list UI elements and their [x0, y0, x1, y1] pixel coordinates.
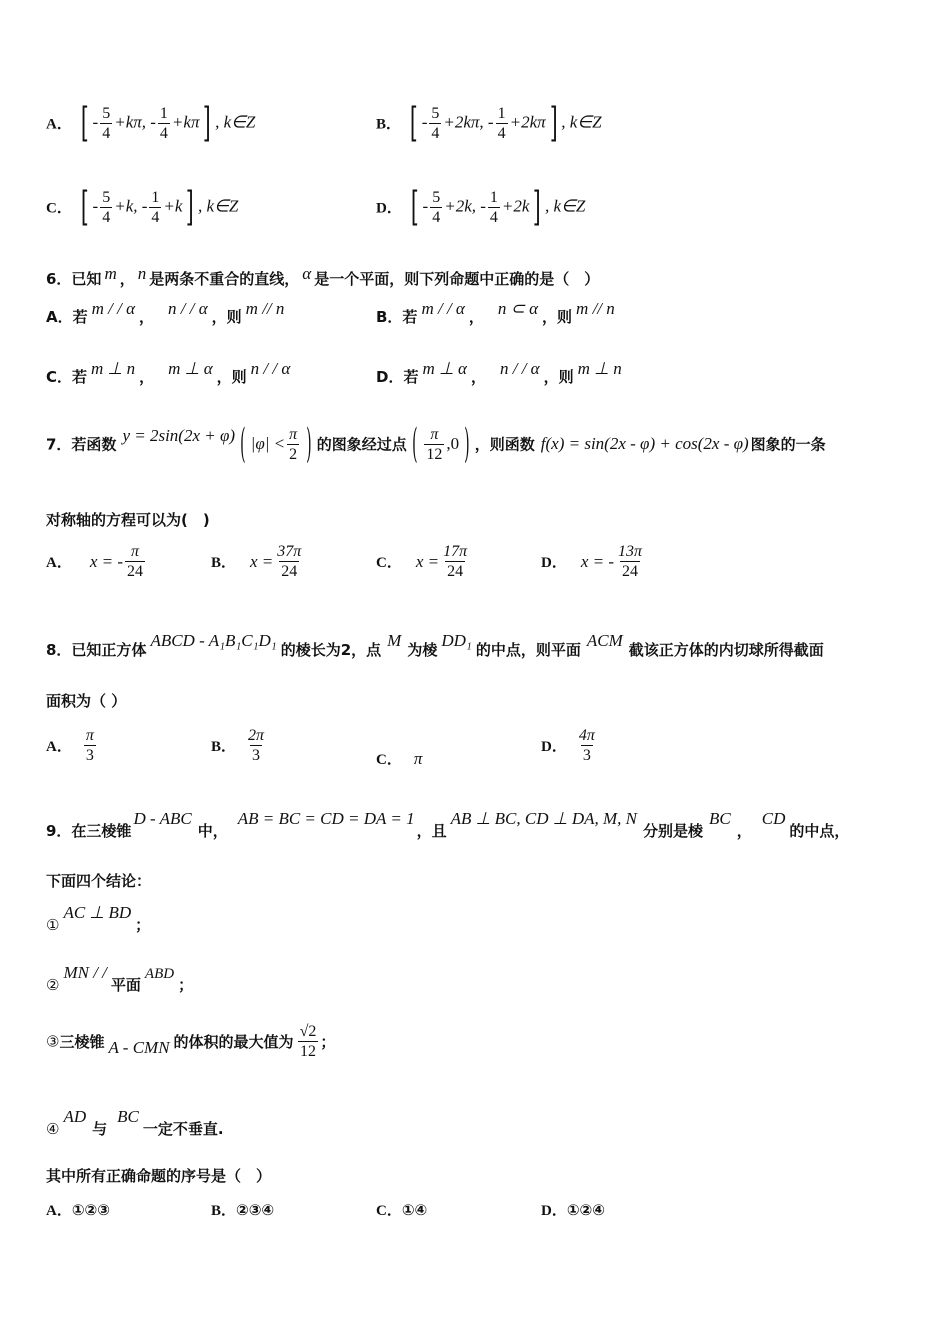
question-text: ，则	[216, 368, 247, 386]
paren-right: )	[306, 421, 312, 467]
math-expr: AD	[63, 1107, 87, 1126]
option-value: ①④	[401, 1201, 428, 1219]
fraction	[430, 188, 442, 227]
question-text: 7．若函数	[46, 435, 117, 454]
fraction	[424, 425, 444, 464]
question-text: 的图象经过点	[316, 435, 407, 454]
math-text: ,0	[446, 434, 460, 453]
option-label: C．	[46, 200, 72, 217]
option-label: A．	[46, 1203, 72, 1219]
math-text: +kπ	[171, 112, 200, 132]
math-expr: m ⊥ n	[577, 359, 622, 378]
math-expr: AC ⊥ BD	[63, 903, 132, 922]
fraction	[488, 188, 500, 227]
option-label: C．	[376, 752, 402, 768]
math-expr: m ⊥ α	[168, 359, 213, 378]
math-expr: y = 2sin(2x + φ)	[122, 426, 236, 445]
denominator: 4	[159, 124, 168, 142]
math-expr: CD	[761, 809, 786, 828]
math-text: , k∈Z	[545, 196, 586, 216]
math-expr: BC	[117, 1107, 139, 1126]
numerator: 1	[497, 104, 506, 122]
math-text: x =	[415, 551, 440, 571]
q5-option-a	[46, 100, 256, 146]
math-text: +k, -	[114, 196, 148, 216]
q7-option-a	[46, 542, 147, 581]
paren-left: (	[240, 421, 246, 467]
fraction	[125, 542, 145, 581]
math-text: +2k, -	[444, 196, 486, 216]
math-expr: m / / α	[91, 299, 136, 318]
math-expr: f(x) = sin(2x - φ) + cos(2x - φ)	[540, 434, 749, 453]
bracket-left: [	[80, 184, 89, 230]
math-expr: AB = BC = CD = DA = 1	[237, 809, 415, 828]
q9-conclusion-1	[46, 902, 151, 934]
bracket-left: [	[410, 100, 418, 146]
numerator: 13π	[618, 543, 643, 560]
question-text: 中，	[197, 822, 228, 840]
option-label: D．	[541, 739, 567, 755]
q9-option-d	[541, 1199, 605, 1220]
denominator: 3	[582, 747, 591, 764]
denominator: 24	[622, 563, 639, 580]
question-text: 的中点，	[789, 822, 850, 840]
option-label: D．	[541, 555, 567, 571]
math-expr: |φ| <	[250, 434, 286, 453]
q9-option-b	[211, 1199, 274, 1220]
option-label: B．	[376, 116, 402, 133]
math-expr: MN / /	[63, 963, 107, 982]
math-text: +2kπ, -	[443, 112, 494, 132]
q9-conclusion-2	[46, 962, 194, 994]
question-text: ，且	[416, 822, 447, 840]
question-text: 面积为（ ）	[46, 692, 127, 710]
q8-stem-line1	[46, 630, 824, 659]
math-text: -	[92, 112, 99, 132]
math-expr: n / / α	[499, 359, 540, 378]
option-label: C．	[376, 1203, 402, 1219]
denominator: 3	[85, 747, 94, 764]
math-var: n	[137, 264, 147, 283]
fraction	[158, 104, 170, 143]
option-label: A．	[46, 555, 72, 571]
option-label: B．	[211, 1203, 237, 1219]
math-text: , k∈Z	[215, 112, 256, 132]
fraction	[246, 726, 266, 765]
question-text: 与	[92, 1120, 108, 1138]
numerator: 5	[432, 188, 441, 206]
denominator: 24	[447, 563, 464, 580]
fraction	[441, 542, 469, 581]
q8-option-c	[376, 748, 422, 769]
math-text: x = -	[580, 551, 615, 571]
option-label: D．	[541, 1203, 567, 1219]
math-text: x =	[250, 551, 274, 571]
math-expr: m // n	[576, 299, 615, 318]
math-expr: m ⊥ n	[91, 359, 136, 378]
denominator: 3	[252, 747, 261, 764]
q9-option-c	[376, 1199, 427, 1220]
q9-option-a	[46, 1199, 110, 1220]
question-text: 为棱	[407, 641, 438, 659]
question-text: 8．已知正方体	[46, 641, 147, 659]
math-var: m	[104, 264, 117, 283]
option-label: A．若	[46, 308, 88, 326]
numerator: π	[289, 425, 298, 443]
punct: ；	[320, 1033, 336, 1051]
circled-number: ④	[46, 1120, 60, 1138]
numerator: 5	[102, 188, 111, 206]
circled-number: ③	[46, 1032, 60, 1051]
math-expr: n / / α	[250, 359, 291, 378]
numerator: 1	[159, 104, 168, 122]
fraction	[100, 104, 112, 143]
question-text: ，则	[211, 308, 242, 326]
q7-option-d	[541, 542, 646, 581]
bracket-left: [	[410, 184, 419, 230]
numerator: √2	[299, 1023, 317, 1040]
option-value: ①②③	[71, 1201, 110, 1219]
option-label: C．	[376, 555, 402, 571]
numerator: 5	[431, 104, 440, 122]
punct: ；	[178, 976, 194, 994]
numerator: π	[430, 425, 439, 443]
math-expr: n ⊂ α	[497, 299, 539, 318]
option-label: B．若	[376, 308, 418, 326]
q6-option-c	[46, 359, 294, 387]
q5-option-d	[376, 184, 586, 230]
math-text: , k∈Z	[561, 112, 602, 132]
bracket-right: ]	[533, 184, 542, 230]
q9-stem-line2	[46, 870, 151, 891]
math-expr: DD₁	[441, 631, 472, 650]
fraction	[149, 188, 161, 227]
math-text: -	[92, 196, 99, 216]
paren-left: (	[411, 421, 418, 467]
denominator: 4	[431, 124, 440, 142]
math-expr: ABD	[144, 966, 175, 982]
question-text: 截该正方体的内切球所得截面	[628, 641, 824, 659]
math-text: -	[422, 196, 429, 216]
numerator: 4π	[578, 727, 595, 744]
math-expr: m ⊥ α	[422, 359, 467, 378]
option-label: D．若	[376, 368, 419, 386]
numerator: π	[85, 727, 94, 744]
denominator: 4	[489, 208, 498, 226]
math-text: -	[421, 112, 428, 132]
math-expr: BC	[709, 809, 731, 828]
question-text: 分别是棱	[642, 822, 703, 840]
question-text: ，则	[543, 368, 574, 386]
denominator: 24	[127, 563, 144, 580]
punct: ，	[139, 308, 155, 326]
math-expr: m / / α	[421, 299, 465, 318]
numerator: 1	[489, 188, 498, 206]
question-text: ，	[119, 270, 135, 288]
math-text: +kπ, -	[114, 112, 156, 132]
denominator: 4	[151, 208, 160, 226]
denominator: 24	[281, 563, 298, 580]
question-text: 对称轴的方程可以为( )	[46, 511, 210, 529]
math-var: α	[302, 264, 312, 283]
question-text: 一定不垂直.	[142, 1120, 224, 1138]
punct: ，	[470, 368, 486, 386]
option-label: B．	[211, 739, 237, 755]
bracket-right: ]	[203, 100, 212, 146]
math-expr: ACM	[586, 631, 623, 650]
denominator: 12	[426, 445, 443, 463]
math-var: π	[413, 749, 423, 768]
question-text: 是两条不重合的直线，	[149, 270, 300, 288]
math-text: , k∈Z	[198, 196, 239, 216]
q8-option-b	[211, 726, 268, 765]
q8-stem-line2	[46, 690, 126, 711]
q9-conclusion-4	[46, 1106, 224, 1138]
q6-option-d	[376, 359, 626, 387]
question-text: ，则	[542, 308, 573, 326]
circled-number: ②	[46, 976, 60, 994]
option-value: ②③④	[236, 1201, 275, 1219]
q7-option-b	[211, 542, 305, 581]
question-text: 下面四个结论：	[46, 872, 152, 890]
q6-option-a	[46, 299, 288, 327]
bracket-right: ]	[186, 184, 195, 230]
fraction	[84, 726, 96, 765]
q9-conclusion-3	[46, 1022, 335, 1061]
q9-prompt	[46, 1165, 271, 1186]
q7-stem-line2	[46, 509, 210, 530]
numerator: 37π	[277, 543, 302, 560]
question-text: 平面	[110, 976, 141, 994]
q7-option-c	[376, 542, 471, 581]
math-expr: A - CMN	[108, 1037, 170, 1057]
option-label: D．	[376, 200, 402, 217]
question-text: 的中点，则平面	[475, 641, 581, 659]
option-value: ①②④	[566, 1201, 605, 1219]
numerator: 1	[151, 188, 160, 206]
question-text: 图象的一条	[750, 435, 826, 454]
circled-number: ①	[46, 916, 60, 934]
bracket-left: [	[80, 100, 89, 146]
numerator: π	[131, 543, 140, 560]
question-text: 的体积的最大值为	[173, 1033, 294, 1051]
fraction	[429, 104, 441, 143]
q6-option-b	[376, 299, 619, 327]
math-expr: m // n	[245, 299, 285, 318]
denominator: 4	[102, 208, 111, 226]
question-text: 9．在三棱锥	[46, 822, 132, 840]
numerator: 2π	[248, 727, 265, 744]
math-expr: AB ⊥ BC, CD ⊥ DA, M, N	[450, 809, 637, 828]
question-text: 三棱锥	[59, 1033, 105, 1051]
paren-right: )	[464, 421, 470, 467]
denominator: 4	[432, 208, 441, 226]
math-text: +k	[163, 196, 183, 216]
fraction	[287, 425, 299, 464]
q6-stem	[46, 264, 600, 289]
question-text: ，则函数	[474, 435, 535, 454]
denominator: 12	[299, 1043, 316, 1060]
option-label: C．若	[46, 368, 88, 386]
fraction	[616, 542, 644, 581]
math-expr: ABCD - A₁B₁C₁D₁	[150, 631, 277, 650]
q9-stem-line1	[46, 808, 850, 840]
option-label: B．	[211, 555, 237, 571]
fraction	[496, 104, 508, 143]
question-text: 其中所有正确命题的序号是（ ）	[46, 1167, 272, 1185]
q8-option-a	[46, 726, 98, 765]
math-expr: D - ABC	[133, 809, 192, 828]
q8-option-d	[541, 726, 599, 765]
denominator: 4	[497, 124, 506, 142]
fraction	[298, 1022, 319, 1061]
question-text: 的棱长为2，点	[280, 641, 382, 659]
punct: ，	[139, 368, 155, 386]
math-var: M	[387, 631, 402, 650]
math-expr: n / / α	[168, 299, 208, 318]
bracket-right: ]	[549, 100, 558, 146]
punct: ，	[468, 308, 484, 326]
question-text: ，	[736, 822, 752, 840]
math-text: x = -	[89, 551, 124, 571]
question-text: 是一个平面，则下列命题中正确的是（ ）	[314, 270, 600, 288]
q5-option-b	[376, 100, 602, 146]
fraction	[577, 726, 597, 765]
numerator: 5	[102, 104, 111, 122]
fraction	[275, 542, 303, 581]
math-text: +2kπ	[509, 112, 546, 132]
question-text: 6．已知	[46, 270, 102, 288]
math-text: +2k	[501, 196, 530, 216]
option-label: A．	[46, 739, 72, 755]
option-label: A．	[46, 116, 72, 133]
punct: ；	[135, 916, 151, 934]
q7-stem-line1	[46, 421, 826, 467]
denominator: 2	[289, 445, 298, 463]
numerator: 17π	[443, 543, 468, 560]
fraction	[100, 188, 112, 227]
q5-option-c	[46, 184, 239, 230]
denominator: 4	[102, 124, 111, 142]
